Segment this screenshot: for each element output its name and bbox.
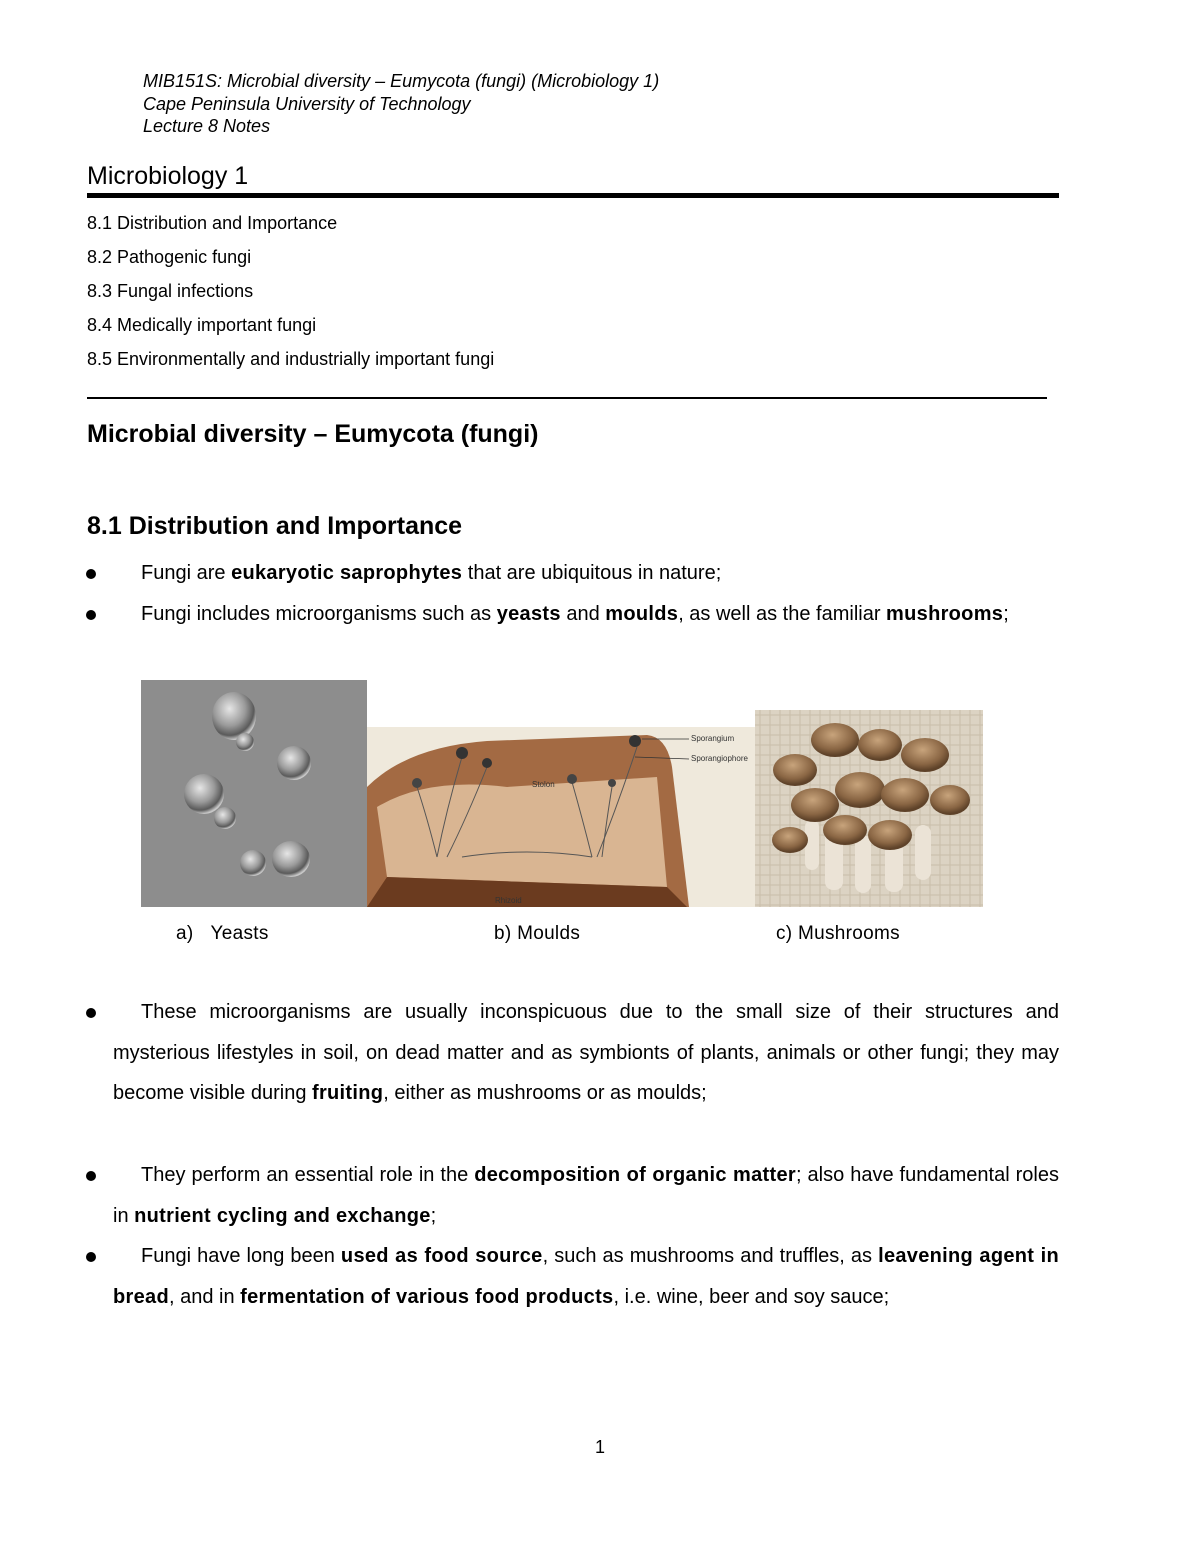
mould-label: Sporangium xyxy=(691,734,735,743)
doc-header-lecture: Lecture 8 Notes xyxy=(143,116,271,136)
toc-item: 8.1 Distribution and Importance xyxy=(87,213,338,233)
page-number: 1 xyxy=(595,1437,606,1457)
caption-moulds: b) Moulds xyxy=(494,923,581,944)
mould-label: Sporangiophore xyxy=(691,754,748,763)
toc-item: 8.2 Pathogenic fungi xyxy=(87,247,252,267)
bullet-icon xyxy=(86,569,96,579)
mould-label: Rhizoid xyxy=(495,896,522,905)
bullet-icon xyxy=(86,1252,96,1262)
divider xyxy=(87,397,1047,399)
bullet-paragraph: These microorganisms are usually inconspicuous due to the small size of their structures and mysterious lifestyles in soil, on dead matter and as symbionts of plants, animals or other fungi; they may become visible during fruiting, either as mushrooms or as moulds; xyxy=(113,1001,1059,1105)
yeast-micrograph xyxy=(141,680,367,907)
mushroom-photo xyxy=(755,710,983,907)
bullet-paragraph: They perform an essential role in the decomposition of organic matter; also have fundamental roles in nutrient cycling and exchange; xyxy=(113,1164,1059,1227)
bullet-paragraph: Fungi includes microorganisms such as yeasts and moulds, as well as the familiar mushrooms; xyxy=(141,603,1009,625)
divider xyxy=(87,193,1059,198)
caption-yeasts: a) Yeasts xyxy=(176,923,269,944)
toc-item: 8.3 Fungal infections xyxy=(87,281,254,301)
section-heading: 8.1 Distribution and Importance xyxy=(87,512,463,540)
caption-mushrooms: c) Mushrooms xyxy=(776,923,900,944)
bullet-icon xyxy=(86,610,96,620)
mould-illustration xyxy=(367,727,755,907)
toc-item: 8.4 Medically important fungi xyxy=(87,315,317,335)
bullet-icon xyxy=(86,1171,96,1181)
main-title: Microbial diversity – Eumycota (fungi) xyxy=(87,420,539,448)
toc-title: Microbiology 1 xyxy=(87,162,249,190)
doc-header-course: MIB151S: Microbial diversity – Eumycota (fungi) (Microbiology 1) xyxy=(143,71,660,91)
bullet-paragraph: Fungi are eukaryotic saprophytes that are ubiquitous in nature; xyxy=(141,562,722,584)
mould-label: Stolon xyxy=(532,780,555,789)
toc-item: 8.5 Environmentally and industrially important fungi xyxy=(87,349,495,369)
bullet-icon xyxy=(86,1008,96,1018)
bullet-paragraph: Fungi have long been used as food source, such as mushrooms and truffles, as leavening agent in bread, and in fermentation of various food products, i.e. wine, beer and soy sauce; xyxy=(113,1245,1059,1308)
doc-header-university: Cape Peninsula University of Technology xyxy=(143,94,471,114)
